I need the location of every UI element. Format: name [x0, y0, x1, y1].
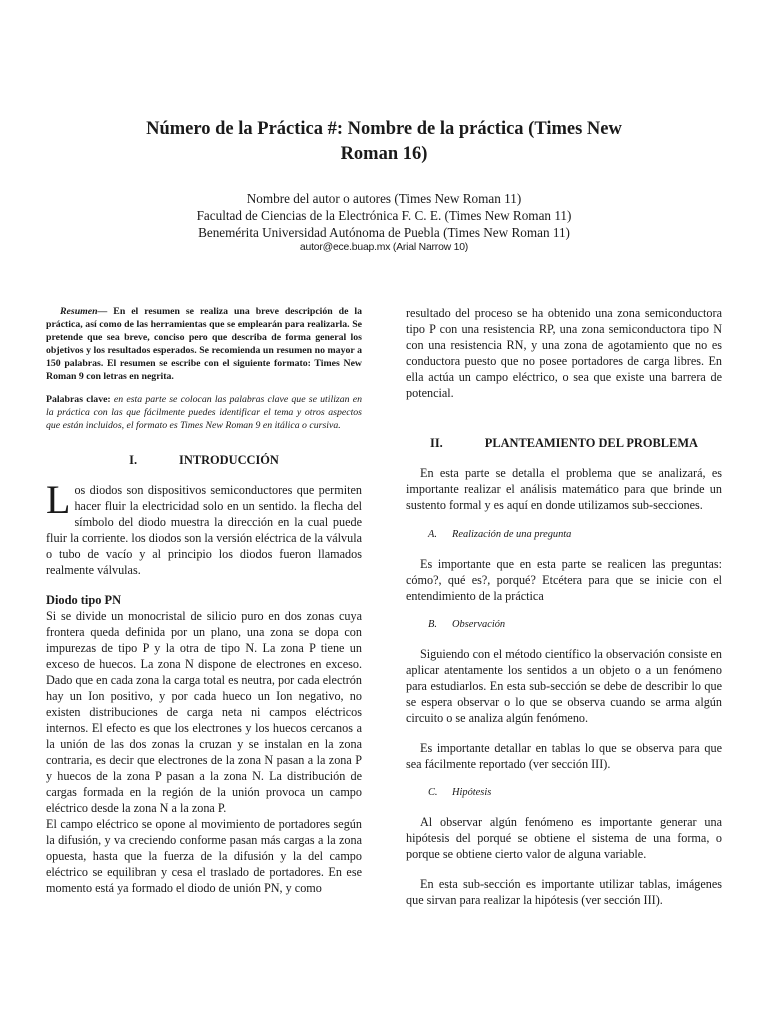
paper-title	[100, 117, 668, 167]
intro-paragraph	[46, 477, 362, 578]
keywords-label: Palabras clave:	[46, 394, 111, 405]
planteamiento-intro: En esta parte se detalla el problema que se analizará, es importante realizar el análisis matemático para que brinde un sustento formal y es aquí en donde utilizamos sub-secciones.	[406, 466, 722, 512]
title-line-1: Número de la Práctica #: Nombre de la práctica (Times New	[146, 119, 622, 139]
left-column	[46, 305, 362, 896]
subsection-b-text-1: Siguiendo con el método científico la observación consiste en aplicar atentamente los sentidos a un objeto o a un fenómeno para estudiarlos. En esta sub-sección se debe de describir lo que se espera observar o lo que se observa cuando se arma algún circuito o se analiza algún fenómeno.	[406, 647, 722, 725]
faculty-name: Facultad de Ciencias de la Electrónica F. C. E. (Times New Roman 11)	[196, 208, 572, 223]
subsection-c-text-1: Al observar algún fenómeno es importante generar una hipótesis del porqué se obtiene el sistema de una forma, o porque se obtiene cierto valor de alguna variable.	[406, 815, 722, 861]
subsection-title: Observación	[452, 619, 506, 630]
subsection-letter: A.	[428, 529, 437, 540]
subsection-b-text-2: Es importante detallar en tablas lo que se observa para que sea fácilmente reportado (ver sección III).	[406, 741, 722, 771]
university-name: Benemérita Universidad Autónoma de Puebla (Times New Roman 11)	[198, 225, 570, 240]
diodo-paragraph-1: Si se divide un monocristal de silicio puro en dos zonas cuya frontera queda definida por un plano, una zona se dopa con impurezas de tipo P y la otra de tipo N. La zona P tiene un exceso de huecos. La zona N dispone de electrones en exceso. Dado que en cada zona la carga total es neutra, por cada electrón hay un Ion positivo, y por cada hueco un Ion negativo, no existen distribuciones de carga neta ni campos eléctricos internos. El efecto es que los electrones y los huecos cercanos a la unión de las dos zonas la cruzan y se instalan en la zona contraria, es decir que electrones de la zona N pasan a la zona P y huecos de la zona P pasan a la zona N. La distribución de cargas formada en la región de la unión provoca un campo eléctrico desde la zona N a la zona P.	[46, 609, 362, 815]
author-email: autor@ece.buap.mx (Arial Narrow 10)	[299, 242, 469, 253]
abstract-label: Resumen—	[60, 306, 108, 317]
section-title: INTRODUCCIÓN	[179, 453, 279, 467]
subsection-heading-b	[406, 618, 722, 632]
author-name: Nombre del autor o autores (Times New Roman 11)	[246, 191, 522, 206]
section-heading-planteamiento	[406, 435, 722, 451]
subsection-letter: B.	[428, 619, 437, 630]
section-numeral: I.	[129, 453, 138, 467]
author-block	[84, 190, 684, 254]
abstract	[46, 305, 362, 383]
keywords-text: en esta parte se colocan las palabras clave que se utilizan en la práctica con las que fácilmente puedes identificar el tema y otros aspectos que están incluidos, el formato es Times New Roman 9 en itálica o cursiva.	[46, 394, 362, 431]
diodo-paragraph-2: El campo eléctrico se opone al movimiento de portadores según la difusión, y va creciendo conforme pasan más cargas a la zona opuesta, hasta que la fuerza de la difusión y la del campo eléctrico se equilibran y cesa el traslado de portadores. En ese momento está ya formado el diodo de unión PN, y como	[46, 817, 362, 895]
diodo-continuation: resultado del proceso se ha obtenido una zona semiconductora tipo P con una resistencia RP, una zona semiconductora tipo N con una resistencia RN, y una zona de agotamiento que no es conductora puesto que no posee portadores de carga libres. En ella actúa un campo eléctrico, o sea que existe una barrera de potencial.	[406, 306, 722, 400]
title-line-2: Roman 16)	[340, 144, 428, 164]
subsection-title: Realización de una pregunta	[452, 529, 572, 540]
subsection-title-diodo: Diodo tipo PN	[46, 593, 122, 607]
subsection-title: Hipótesis	[452, 787, 492, 798]
drop-cap: L	[46, 477, 71, 522]
subsection-a-text: Es importante que en esta parte se realicen las preguntas: cómo?, qué es?, porqué? Etcétera para que se inicie con el entendimiento de la práctica	[406, 557, 722, 603]
keywords	[46, 393, 362, 432]
subsection-heading-a	[406, 528, 722, 542]
subsection-c-text-2: En esta sub-sección es importante utilizar tablas, imágenes que sirvan para realizar la hipótesis (ver sección III).	[406, 877, 722, 907]
subsection-heading-c	[406, 786, 722, 800]
abstract-text: En el resumen se realiza una breve descripción de la práctica, así como de las herramientas que se emplearán para realizarla. Se pretende que sea breve, conciso pero que describa de forma general los objetivos y los resultados esperados. Se recomienda un resumen no mayor a 150 palabras. El resumen se escribe con el siguiente formato: Times New Roman 9 con letras en negrita.	[46, 306, 362, 382]
section-numeral: II.	[430, 436, 443, 450]
intro-text: os diodos son dispositivos semiconductores que permiten hacer fluir la electricidad solo en un sentido. la flecha del símbolo del diodo muestra la dirección en la cual puede fluir la corriente. los diodos son la versión eléctrica de la válvula o tubo de vacío y al principio los diodos fueron llamados realmente válvulas.	[46, 483, 362, 577]
section-title: PLANTEAMIENTO DEL PROBLEMA	[484, 436, 698, 450]
right-column	[406, 305, 722, 908]
section-heading-introduccion	[46, 452, 362, 468]
subsection-letter: C.	[428, 787, 438, 798]
